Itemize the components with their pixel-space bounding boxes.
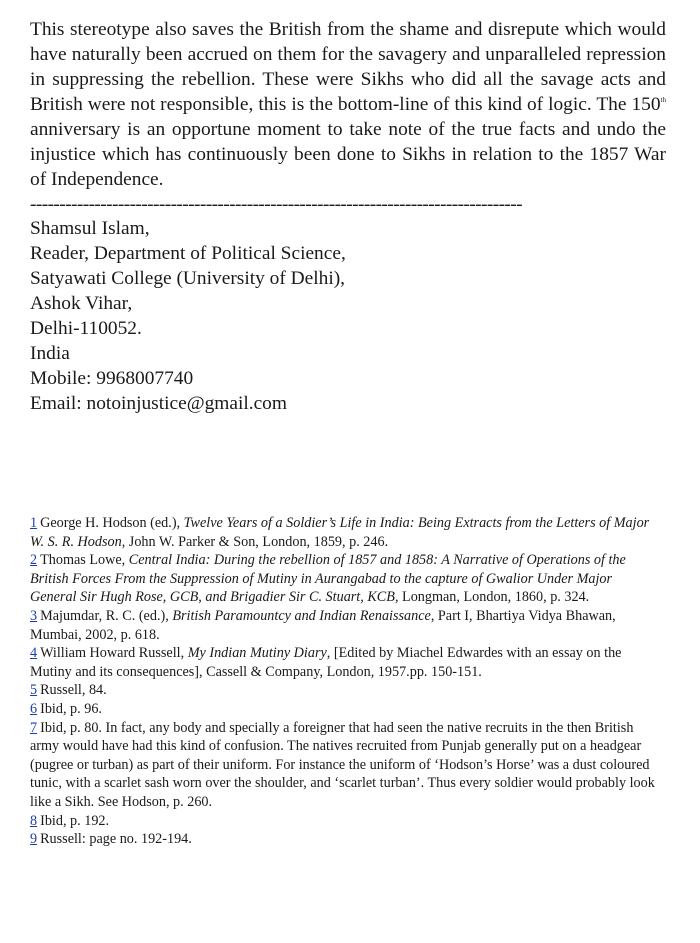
ordinal-superscript: th [660, 96, 666, 104]
footnotes-section [30, 514, 662, 849]
footnote-text: George H. Hodson (ed.), [40, 515, 184, 531]
footnote [30, 830, 662, 849]
footnote-text: , [Edited by Miachel Edwardes with an essay on the Mutiny and its consequences], Cassell & Company, London, 1957.pp. 150-151. [30, 645, 622, 680]
footnote-text: , John W. Parker & Son, London, 1859, p. 246. [121, 533, 389, 550]
footnote-text: Russell: page no. 192-194. [40, 831, 192, 848]
footnote-title: Central India: During the rebellion of 1857 and 1858: A Narrative of Operations of the British Forces From the Suppression of Mutiny in Aurangabad to the capture of Gwalior Under Major General Sir Hugh Rose, GCB, and Brigadier Sir C. Stuart, KCB [30, 552, 626, 606]
footnote [30, 681, 662, 700]
footnote [30, 700, 662, 719]
footnote-link-1[interactable]: 1 [30, 515, 38, 531]
footnote-link-3[interactable]: 3 [30, 607, 38, 624]
author-email: Email: notoinjustice@gmail.com [30, 393, 287, 414]
footnote-link-5[interactable]: 5 [30, 682, 38, 699]
footnote-text: Ibid, p. 80. In fact, any body and specially a foreigner that had seen the native recruits in the then British army would have had this kind of confusion. The natives recruited from Punjab generally put on a headgear (pugree or turban) as part of their uniform. For instance the uniform of ‘Hodson’s Horse’ was a dust coloured tunic, with a scarlet sash worn over the shoulder, and ‘scarlet turban’. Thus every soldier would probably look like a Sikh. See Hodson, p. 260. [30, 719, 655, 810]
paragraph-text-end: anniversary is an opportune moment to take note of the true facts and undo the injustice which has continuously been done to Sikhs in relation to the 1857 War of Independence. [30, 119, 666, 190]
footnote-text: , Part I, Bhartiya Vidya Bhawan, Mumbai, 2002, p. 618. [30, 607, 616, 643]
document-page [30, 0, 666, 416]
footnote-link-8[interactable]: 8 [30, 812, 38, 829]
closing-paragraph [30, 17, 666, 192]
paragraph-text-start: This stereotype also saves the British from the shame and disrepute which would have naturally been accrued on them for the savagery and unparalleled repression in suppressing the rebellion. These were Sikhs who did all the savage acts and British were not responsible, this is the bottom-line of this kind of logic. The 150 [30, 19, 666, 115]
dashed-separator: ------------------------------------------------------------------------------------ [30, 198, 523, 212]
author-position: Reader, Department of Political Science, [30, 243, 346, 264]
footnote-text: Majumdar, R. C. (ed.), [40, 607, 173, 624]
footnote-text: , Longman, London, 1860, p. 324. [394, 589, 590, 606]
footnote [30, 551, 662, 607]
author-area: Ashok Vihar, [30, 293, 133, 314]
footnote-link-6[interactable]: 6 [30, 700, 38, 717]
footnote [30, 607, 662, 644]
footnote-link-7[interactable]: 7 [30, 719, 38, 736]
footnote-link-9[interactable]: 9 [30, 831, 38, 848]
footnote-text: William Howard Russell, [40, 645, 188, 662]
footnote [30, 719, 662, 812]
footnote-text: Thomas Lowe, [40, 552, 129, 569]
author-signature-block [30, 216, 666, 416]
author-name: Shamsul Islam, [30, 218, 150, 239]
footnote-link-4[interactable]: 4 [30, 645, 38, 662]
footnote-link-2[interactable]: 2 [30, 552, 38, 569]
author-mobile: Mobile: 9968007740 [30, 368, 194, 389]
author-college: Satyawati College (University of Delhi), [30, 268, 346, 289]
footnote-text: Ibid, p. 192. [40, 812, 110, 829]
footnote-title: British Paramountcy and Indian Renaissance [172, 607, 431, 624]
footnote-title: My Indian Mutiny Diary [187, 645, 327, 662]
footnote [30, 514, 662, 551]
footnote-text: Russell, 84. [40, 682, 107, 699]
footnote [30, 644, 662, 681]
footnote-title: Twelve Years of a Soldier’s Life in India: Being Extracts from the Letters of Major W. S. R. Hodson [30, 515, 650, 550]
author-city: Delhi-110052. [30, 318, 142, 339]
author-country: India [30, 343, 70, 364]
footnote [30, 812, 662, 831]
footnote-text: Ibid, p. 96. [40, 700, 102, 717]
